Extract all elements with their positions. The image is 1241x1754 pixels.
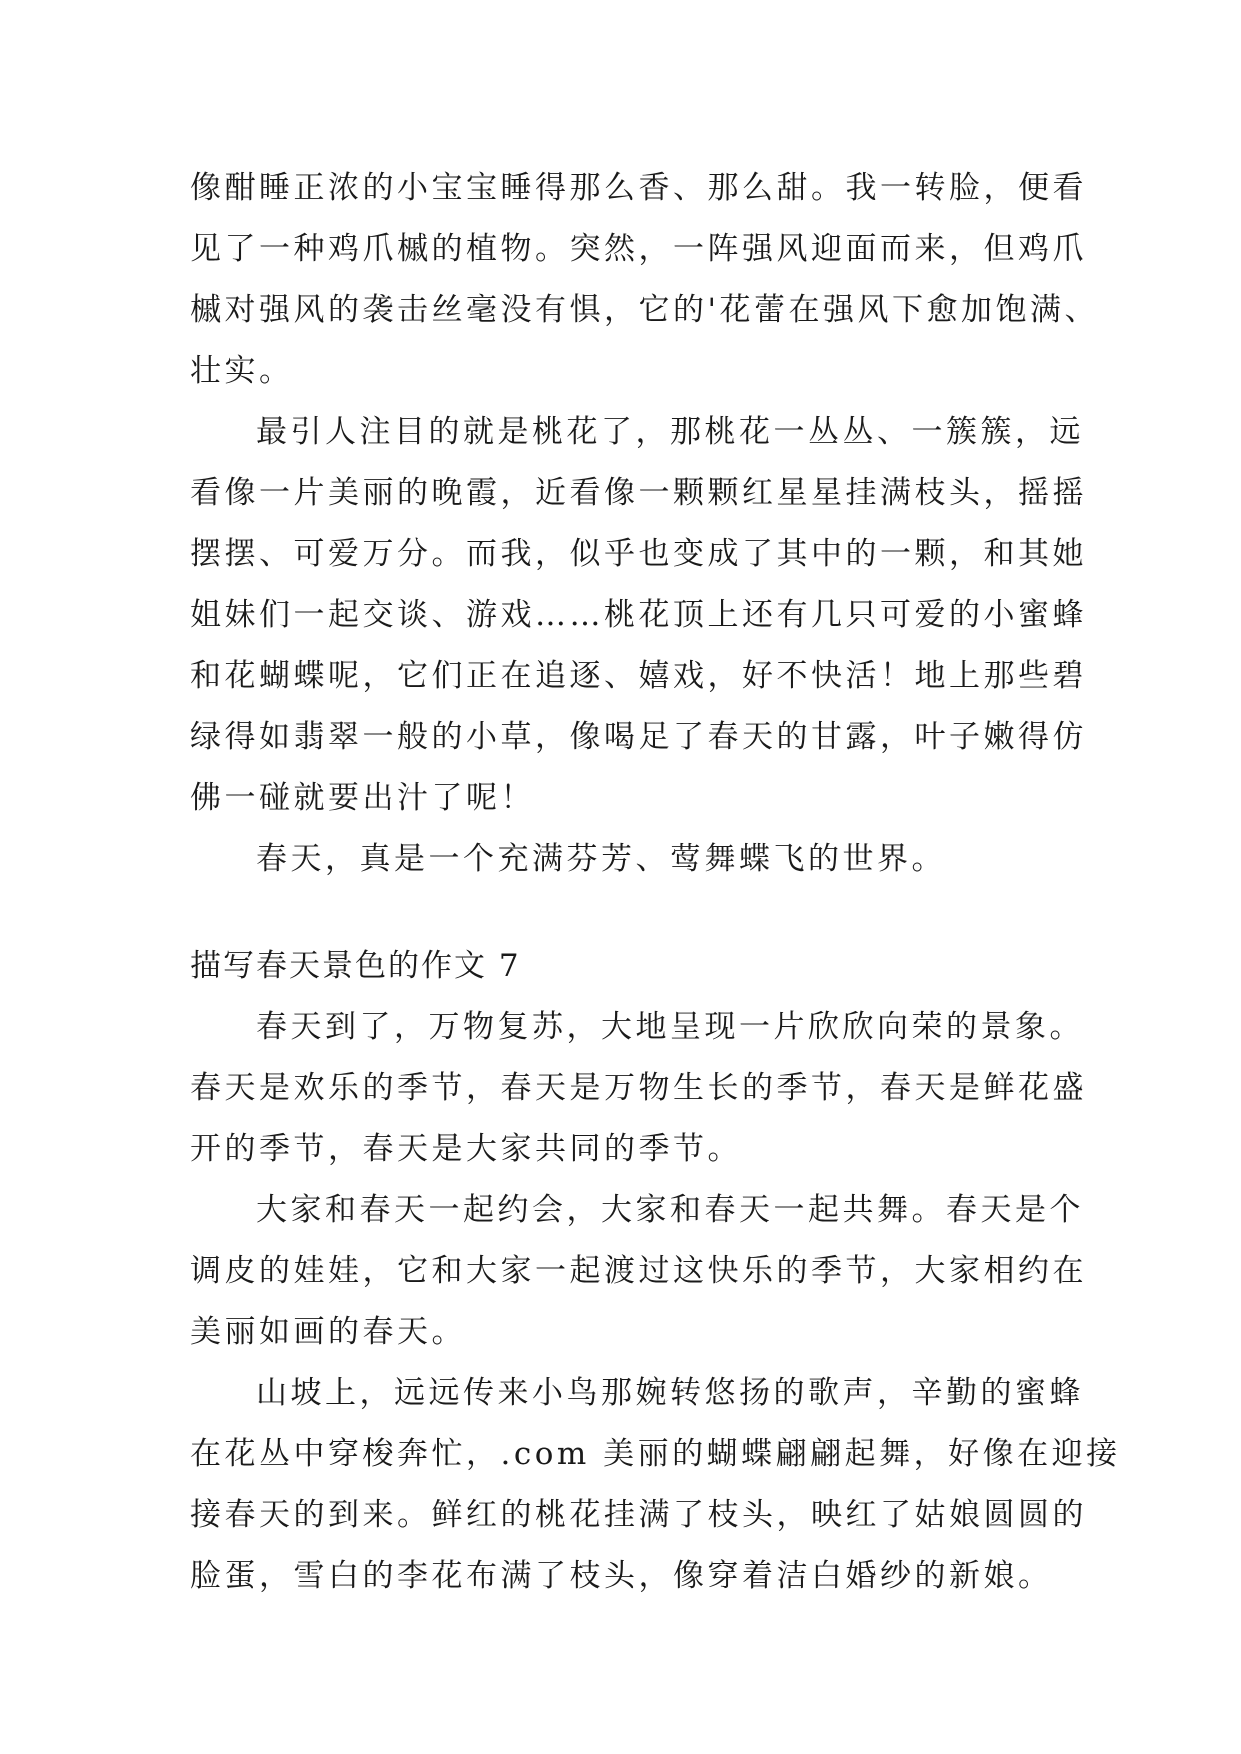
text-line: 见了一种鸡爪槭的植物。突然，一阵强风迎面而来，但鸡爪	[190, 231, 1087, 267]
text-line: 在花丛中穿梭奔忙，.com 美丽的蝴蝶翩翩起舞，好像在迎接	[190, 1436, 1121, 1472]
text-line: 姐妹们一起交谈、游戏……桃花顶上还有几只可爱的小蜜蜂	[190, 597, 1087, 633]
text-line: 美丽如画的春天。	[190, 1314, 466, 1350]
text-line: 接春天的到来。鲜红的桃花挂满了枝头，映红了姑娘圆圆的	[190, 1497, 1087, 1533]
text-line: 春天到了，万物复苏，大地呈现一片欣欣向荣的景象。	[256, 1009, 1084, 1045]
paragraph-continued	[190, 158, 1100, 402]
text-line: 春天，真是一个充满芬芳、莺舞蝶飞的世界。	[256, 841, 946, 877]
text-line: 最引人注目的就是桃花了，那桃花一丛丛、一簇簇，远	[256, 414, 1084, 450]
text-line: 山坡上，远远传来小鸟那婉转悠扬的歌声，辛勤的蜜蜂	[256, 1375, 1084, 1411]
text-line: 摆摆、可爱万分。而我，似乎也变成了其中的一颗，和其她	[190, 536, 1087, 572]
text-line: 佛一碰就要出汁了呢！	[190, 780, 535, 816]
paragraph-intro	[190, 997, 1087, 1180]
paragraph-world	[190, 829, 1070, 890]
text-line: 调皮的娃娃，它和大家一起渡过这快乐的季节，大家相约在	[190, 1253, 1087, 1289]
text-line: 壮实。	[190, 353, 294, 389]
paragraph-peach-blossom	[190, 402, 1087, 829]
section-gap	[190, 890, 1070, 936]
paragraph-hillside	[190, 1363, 1121, 1607]
text-line: 开的季节，春天是大家共同的季节。	[190, 1131, 742, 1167]
text-line: 春天是欢乐的季节，春天是万物生长的季节，春天是鲜花盛	[190, 1070, 1087, 1106]
text-line: 看像一片美丽的晚霞，近看像一颗颗红星星挂满枝头，摇摇	[190, 475, 1087, 511]
essay-text	[190, 158, 1121, 1607]
text-line: 脸蛋，雪白的李花布满了枝头，像穿着洁白婚纱的新娘。	[190, 1558, 1053, 1594]
text-line: 和花蝴蝶呢，它们正在追逐、嬉戏，好不快活！地上那些碧	[190, 658, 1087, 694]
text-line: 大家和春天一起约会，大家和春天一起共舞。春天是个	[256, 1192, 1084, 1228]
text-line: 槭对强风的袭击丝毫没有惧，它的'花蕾在强风下愈加饱满、	[190, 292, 1100, 328]
essay-title: 描写春天景色的作文 7	[190, 948, 521, 984]
text-line: 像酣睡正浓的小宝宝睡得那么香、那么甜。我一转脸，便看	[190, 170, 1087, 206]
paragraph-date-with-spring	[190, 1180, 1087, 1363]
text-line: 绿得如翡翠一般的小草，像喝足了春天的甘露，叶子嫩得仿	[190, 719, 1087, 755]
